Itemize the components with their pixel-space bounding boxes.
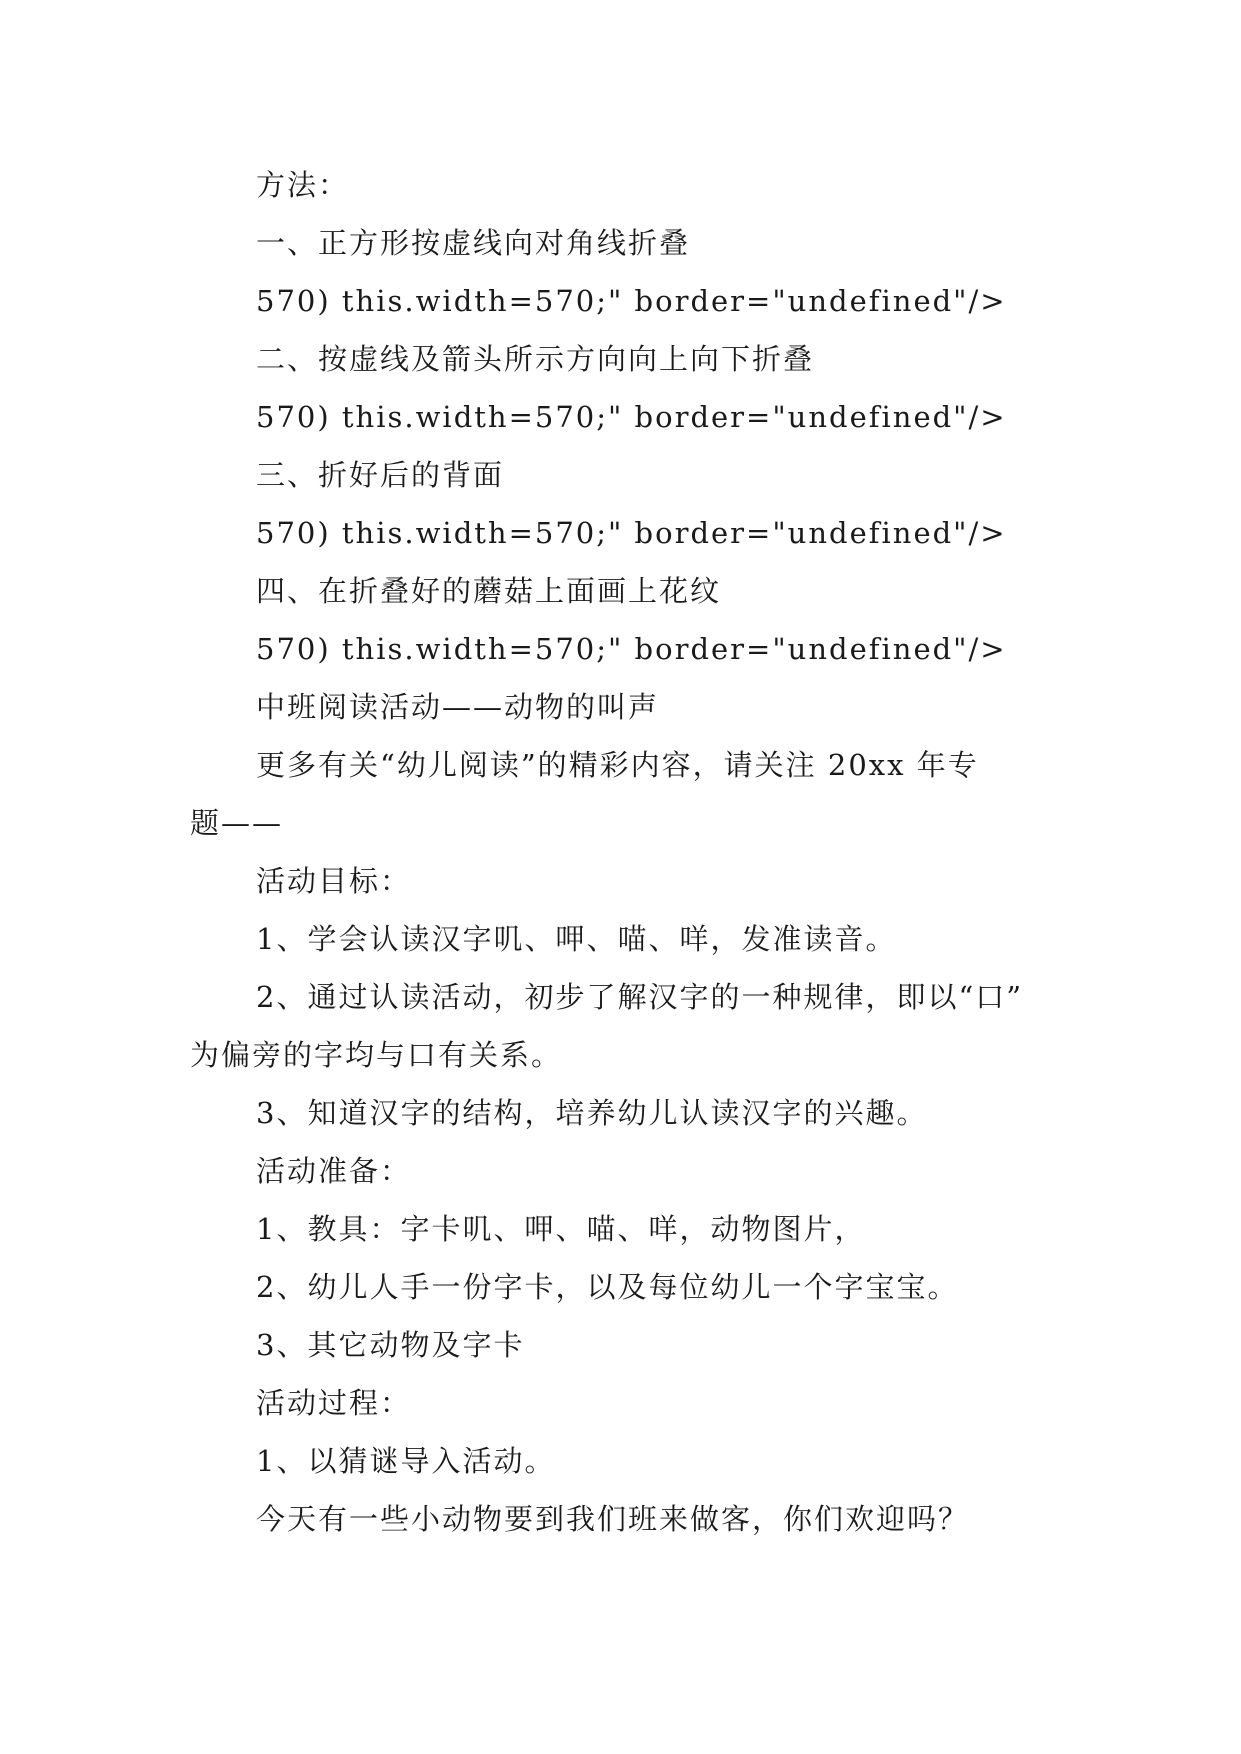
subheading-process: 活动过程： [256,1386,412,1420]
text-line: 四、在折叠好的蘑菇上面画上花纹 [256,574,722,608]
text-line: 3、其它动物及字卡 [256,1328,525,1362]
text-line: 三、折好后的背面 [256,458,505,492]
text-line: 1、教具：字卡叽、呷、喵、咩，动物图片， [256,1212,866,1246]
text-line: 1、学会认读汉字叽、呷、喵、咩，发准读音。 [256,922,897,956]
text-line-continuation: 为偏旁的字均与口有关系。 [190,1038,563,1072]
text-line: 1、以猜谜导入活动。 [256,1444,556,1478]
text-line: 2、幼儿人手一份字卡，以及每位幼儿一个字宝宝。 [256,1270,959,1304]
subheading-objectives: 活动目标： [256,864,412,898]
text-line: 二、按虚线及箭头所示方向向上向下折叠 [256,342,815,376]
document-body [190,156,1050,1548]
text-line: 570) this.width=570;" border="undefined"/> [256,632,1007,666]
text-line: 一、正方形按虚线向对角线折叠 [256,226,691,260]
text-line: 方法： [256,168,350,202]
text-line: 更多有关“幼儿阅读”的精彩内容，请关注 20xx 年专 [256,748,979,782]
text-line: 3、知道汉字的结构，培养幼儿认读汉字的兴趣。 [256,1096,928,1130]
text-line: 今天有一些小动物要到我们班来做客，你们欢迎吗？ [256,1502,970,1536]
text-line: 570) this.width=570;" border="undefined"/> [256,400,1007,434]
subheading-preparation: 活动准备： [256,1154,412,1188]
text-line: 570) this.width=570;" border="undefined"/> [256,516,1007,550]
text-line-continuation: 题—— [190,806,284,840]
section-heading: 中班阅读活动——动物的叫声 [256,690,660,724]
text-line: 2、通过认读活动，初步了解汉字的一种规律，即以“口” [256,980,1024,1014]
text-line: 570) this.width=570;" border="undefined"/> [256,284,1007,318]
